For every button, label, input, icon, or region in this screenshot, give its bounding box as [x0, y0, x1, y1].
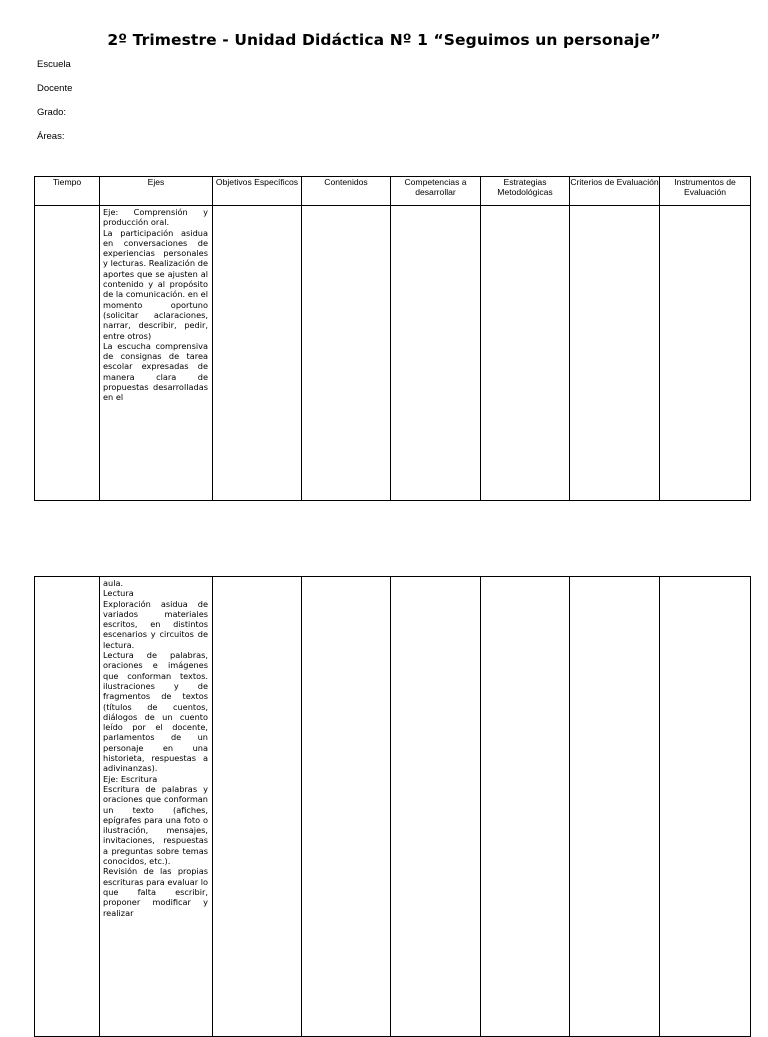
header-criterios: Criterios de Evaluación	[570, 177, 660, 206]
header-objetivos: Objetivos Específicos	[213, 177, 302, 206]
cell-objetivos	[213, 577, 302, 1037]
header-competencias: Competencias a desarrollar	[391, 177, 481, 206]
ejes-paragraph: Escritura de palabras y oraciones que conforman un texto (afiches, epígrafes para una foto o ilustración, mensajes, invitaciones, respuestas a preguntas sobre temas conocidos, etc.).	[103, 783, 208, 867]
document-title: 2º Trimestre - Unidad Didáctica Nº 1 “Seguimos un personaje”	[107, 31, 661, 49]
planning-table-page2	[34, 576, 751, 1037]
cell-competencias	[391, 206, 481, 501]
field-docente: Docente	[37, 83, 73, 94]
ejes-paragraph: Exploración asidua de variados materiales escritos, en distintos escenarios y circuitos de lectura.	[103, 598, 208, 650]
header-contenidos: Contenidos	[302, 177, 391, 206]
cell-competencias	[391, 577, 481, 1037]
field-escuela: Escuela	[37, 59, 71, 70]
header-estrategias: Estrategias Metodológicas	[481, 177, 570, 206]
cell-estrategias	[481, 206, 570, 501]
header-ejes: Ejes	[100, 177, 213, 206]
header-instrumentos: Instrumentos de Evaluación	[660, 177, 751, 206]
header-tiempo: Tiempo	[35, 177, 100, 206]
cell-criterios	[570, 577, 660, 1037]
ejes-paragraph: La participación asidua en conversaciones de experiencias personales y lecturas. Realización de aportes que se ajusten al contenido y al propósito de la comunicación. en el momento oportuno (solicitar aclaraciones, narrar, describir, pedir, entre otros)	[103, 227, 208, 341]
planning-table-page1	[34, 176, 751, 501]
field-grado: Grado:	[37, 107, 67, 118]
ejes-paragraph: Lectura	[103, 588, 134, 599]
ejes-paragraph: Lectura de palabras, oraciones e imágenes que conforman textos. ilustraciones y de fragmentos de textos (títulos de cuentos, diálogos de un cuento leído por el docente, parlamentos de un personaje en una historieta, respuestas a adivinanzas).	[103, 650, 208, 774]
cell-objetivos	[213, 206, 302, 501]
cell-ejes	[100, 206, 213, 501]
ejes-paragraph: La escucha comprensiva de consignas de tarea escolar expresadas de manera clara de propuestas desarrolladas en el	[103, 340, 208, 403]
cell-contenidos	[302, 577, 391, 1037]
cell-instrumentos	[660, 577, 751, 1037]
ejes-paragraph: Eje: Escritura	[103, 773, 158, 784]
cell-contenidos	[302, 206, 391, 501]
cell-tiempo	[35, 577, 100, 1037]
ejes-text	[100, 206, 212, 500]
ejes-text	[100, 577, 212, 1025]
cell-instrumentos	[660, 206, 751, 501]
cell-ejes	[100, 577, 213, 1037]
cell-tiempo	[35, 206, 100, 501]
cell-criterios	[570, 206, 660, 501]
ejes-paragraph: aula.	[103, 578, 124, 588]
ejes-paragraph: Eje: Comprensión y producción oral.	[103, 207, 208, 228]
cell-estrategias	[481, 577, 570, 1037]
field-areas: Áreas:	[37, 131, 65, 142]
ejes-paragraph: Revisión de las propias escrituras para evaluar lo que falta escribir, proponer modificar y realizar	[103, 866, 208, 918]
